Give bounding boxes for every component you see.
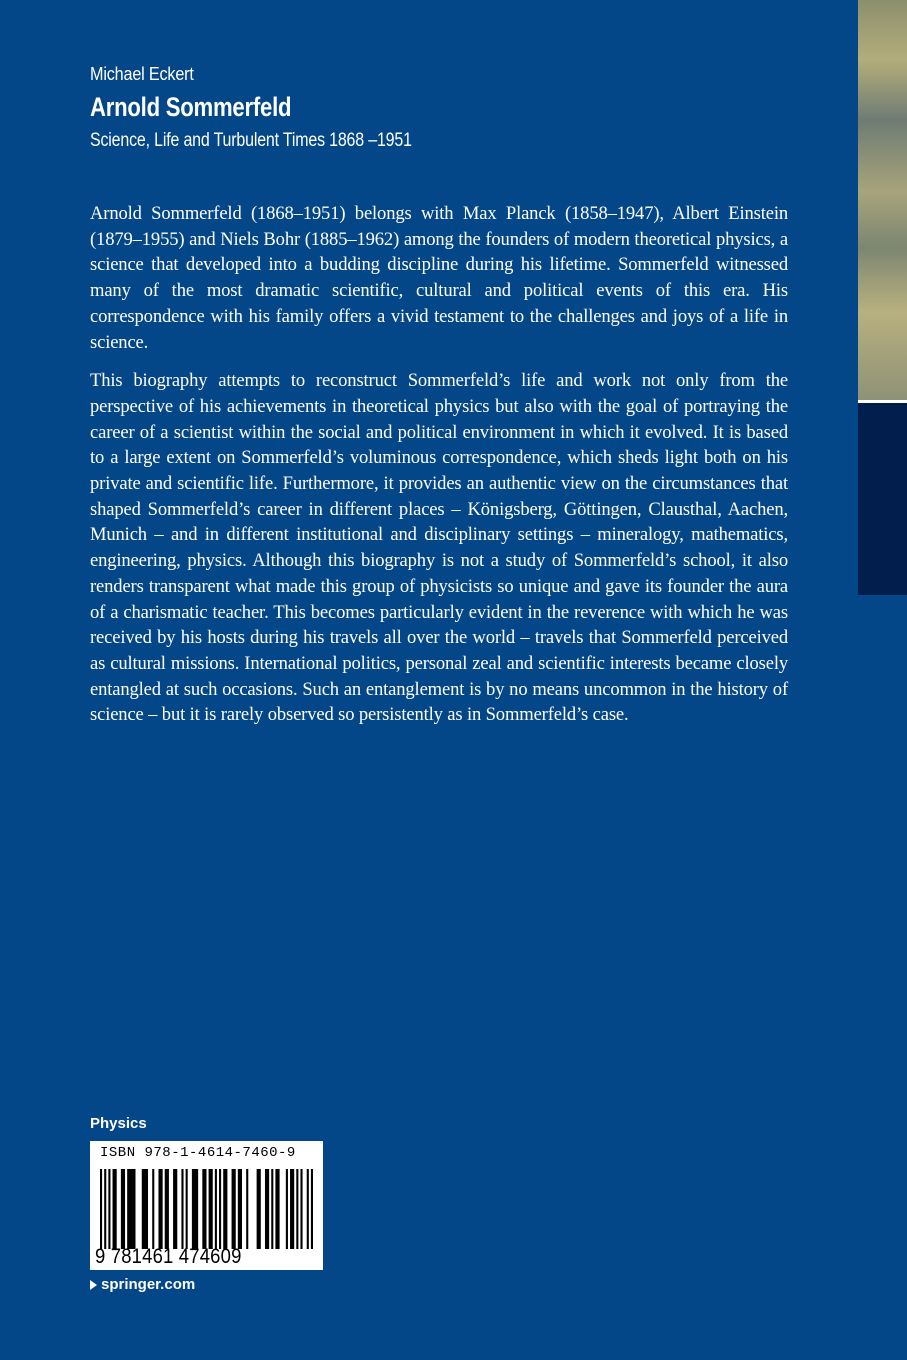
isbn-label: ISBN 978-1-4614-7460-9 — [100, 1145, 296, 1161]
blurb-paragraph-1: Arnold Sommerfeld (1868–1951) belongs with Max Planck (1858–1947), Albert Einstein (1879–1955) and Niels Bohr (1885–1962) among the founders of modern theoretical physics, a science that developed into a budding discipline during his lifetime. Sommerfeld witnessed many of the most dramatic scientific, cultural and political events of this era. His correspondence with his family offers a vivid testament to the challenges and joys of a life in science. — [90, 203, 788, 353]
spine-photo-strip — [858, 0, 907, 400]
subject-category: Physics — [90, 1115, 147, 1132]
barcode-bars — [100, 1169, 313, 1249]
blurb — [90, 201, 788, 728]
publisher-link[interactable] — [90, 1276, 195, 1293]
author-name: Michael Eckert — [90, 64, 194, 84]
blurb-paragraph-2: This biography attempts to reconstruct Sommerfeld’s life and work not only from the perspective of his achievements in theoretical physics but also with the goal of portraying the career of a scientist within the social and political environment in which it evolved. It is based to a large extent on Sommerfeld’s voluminous correspondence, which sheds light both on his private and scientific life. Furthermore, it provides an authentic view on the circumstances that shaped Sommerfeld’s career in different places – Königsberg, Göttingen, Clausthal, Aachen, Munich – and in different institutional and disciplinary settings – mineralogy, mathematics, engineering, physics. Although this biography is not a study of Sommerfeld’s school, it also renders transparent what made this group of physicists so unique and gave its founder the aura of a charismatic teacher. This becomes particularly evident in the reverence with which he was received by his hosts during his travels all over the world – travels that Sommerfeld perceived as cultural missions. International politics, personal zeal and scientific interests became closely entangled at such occasions. Such an entanglement is by no means uncommon in the history of science – but it is rarely observed so persistently as in Sommerfeld’s case. — [90, 370, 788, 726]
ean-digits: 9 781461 474609 — [95, 1245, 242, 1268]
arrow-right-icon — [90, 1280, 97, 1290]
spine-dark-band — [858, 403, 907, 595]
book-subtitle: Science, Life and Turbulent Times 1868 –1951 — [90, 130, 412, 151]
book-title: Arnold Sommerfeld — [90, 92, 292, 122]
isbn-barcode — [90, 1141, 323, 1270]
publisher-url: springer.com — [101, 1276, 196, 1293]
